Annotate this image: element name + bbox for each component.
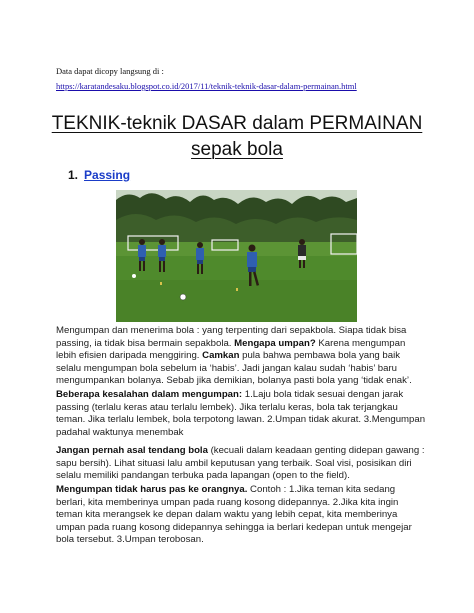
- football-training-photo: [116, 190, 357, 322]
- p1-text-3: pula bahwa pembawa bola yang baik selalu mengumpan bola sebelum ia ‘habis’. Jadi jangan kalau sudah ‘habis’ baru mengumpankan bolanya. Sebab jika demikian, bolanya pasti bola yang ‘tidak enak’.: [56, 350, 412, 387]
- paragraph-pass-to-space: [56, 484, 426, 547]
- p1-text-1: Mengumpan dan menerima bola : yang terpenting dari sepakbola. Siapa tidak bisa passing, ia tidak bisa bermain sepakbola.: [56, 325, 407, 349]
- p1-bold-2: Camkan: [202, 350, 240, 362]
- p2-text-1: 1.Laju bola tidak sesuai dengan jarak passing (terlalu keras atau terlalu lembek). Jika terlalu keras, bola tak terjangkau teman. Jika terlalu lembek, bola terpotong lawan. 2.Umpan tidak akurat. 3.Mengumpan padahal waktunya menembak: [56, 389, 426, 438]
- p3-bold-1: Jangan pernah asal tendang bola: [56, 445, 208, 456]
- p1-bold-1: Mengapa umpan?: [234, 337, 316, 349]
- source-link[interactable]: https://karatandesaku.blogspot.co.id/2017/11/teknik-teknik-dasar-dalam-permainan.html: [56, 81, 357, 91]
- p2-bold-1: Beberapa kesalahan dalam mengumpan:: [56, 389, 243, 400]
- p4-bold-1: Mengumpan tidak harus pas ke orangnya.: [56, 484, 248, 495]
- source-note: Data dapat dicopy langsung di :: [56, 66, 164, 76]
- section-number: 1.: [68, 168, 79, 182]
- paragraph-no-random-kick: [56, 445, 426, 483]
- section-heading: [68, 168, 130, 182]
- title-line-2: sepak bola: [191, 139, 283, 160]
- title-line-1: TEKNIK-teknik DASAR dalam PERMAINAN: [51, 113, 423, 134]
- paragraph-passing-mistakes: [56, 389, 426, 439]
- paragraph-passing-intro: [56, 325, 426, 388]
- p3-text-1: (kecuali dalam keadaan genting didepan gawang : sapu bersih). Lihat situasi lalu ambil keputusan yang terbaik. Soal visi, posisikan diri selalu memiliki pandangan terbuka pada lapangan (open to the field).: [56, 445, 425, 482]
- p4-text-1: Contoh : 1.Jika teman kita sedang berlari, kita memberinya umpan pada ruang kosong didepannya. 2.Jika kita ingin teman kita merangsek ke depan dalam waktu yang lebih cepat, kita memberinya umpan pada ruang kosong didepannya sehingga ia berlari kedepan untuk mengejar bola tersebut. 3.Umpan terobosan.: [56, 484, 412, 546]
- document-title: [40, 111, 434, 163]
- p1-text-2: Karena mengumpan lebih efisien daripada menggiring.: [56, 337, 406, 362]
- section-heading-link[interactable]: Passing: [84, 168, 131, 182]
